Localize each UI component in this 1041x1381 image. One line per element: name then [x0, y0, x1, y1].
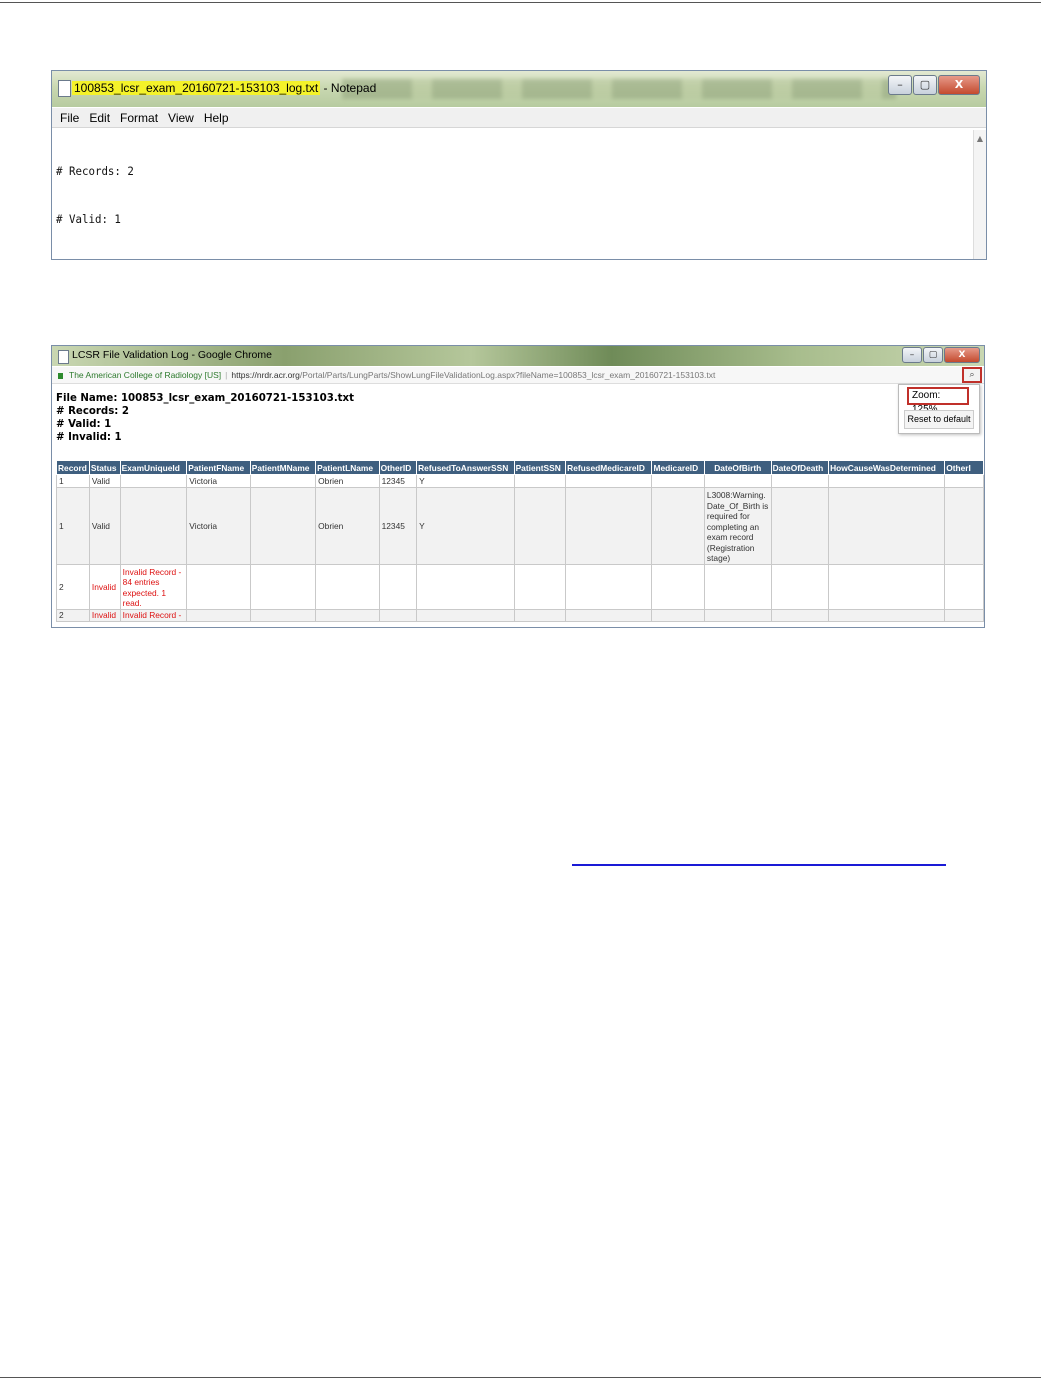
table-cell [187, 609, 250, 621]
column-header: Status [89, 461, 120, 475]
maximize-button[interactable]: ▢ [913, 75, 937, 95]
table-cell-status: Invalid [89, 609, 120, 621]
address-bar[interactable] [52, 367, 984, 384]
column-header: PatientLName [316, 461, 379, 475]
valid-count: # Valid: 1 [56, 419, 112, 430]
close-button[interactable]: X [938, 75, 980, 95]
table-header-row [57, 461, 984, 475]
table-cell [704, 609, 771, 621]
table-cell: 12345 [379, 475, 417, 488]
table-cell [566, 488, 652, 565]
table-row [57, 564, 984, 609]
table-cell: Y [417, 475, 514, 488]
chrome-title: LCSR File Validation Log - Google Chrome [72, 349, 272, 361]
table-cell: 2 [57, 609, 90, 621]
table-cell [771, 475, 829, 488]
table-cell [829, 564, 945, 609]
table-cell: Valid [89, 488, 120, 565]
notepad-text-area[interactable] [56, 130, 908, 259]
table-cell [771, 564, 829, 609]
table-cell [316, 609, 379, 621]
table-cell [704, 564, 771, 609]
column-header: PatientFName [187, 461, 250, 475]
url-host: https://nrdr.acr.org [231, 370, 300, 380]
table-row [57, 609, 984, 621]
menu-file[interactable]: File [60, 111, 80, 125]
hyperlink-underline[interactable] [572, 864, 946, 866]
column-header: Record [57, 461, 90, 475]
table-cell [771, 609, 829, 621]
minimize-button[interactable]: – [888, 75, 912, 95]
table-cell [652, 475, 704, 488]
table-cell [945, 488, 984, 565]
table-cell-error: Invalid Record - 84 entries expected. 1 read. [120, 564, 187, 609]
table-cell [250, 564, 315, 609]
menu-help[interactable]: Help [203, 111, 229, 125]
zoom-popup [898, 384, 980, 434]
table-cell [945, 475, 984, 488]
address-separator: | [225, 370, 228, 380]
column-header: OtherI [945, 461, 984, 475]
scroll-up-arrow-icon[interactable]: ▲ [976, 134, 984, 143]
page-icon [58, 350, 69, 364]
url-path: /Portal/Parts/LungParts/ShowLungFileValidationLog.aspx?fileName=100853_lcsr_exam_20160721-153103.txt [299, 370, 716, 380]
taskbar-blur [342, 79, 896, 99]
notepad-window-controls [888, 75, 980, 95]
table-cell: 12345 [379, 488, 417, 565]
table-cell [771, 488, 829, 565]
lock-icon [58, 373, 63, 379]
table-cell: Y [417, 488, 514, 565]
menu-view[interactable]: View [168, 111, 194, 125]
site-identity[interactable]: The American College of Radiology [US] [69, 370, 222, 380]
notepad-title [72, 81, 376, 95]
table-cell [829, 475, 945, 488]
menu-edit[interactable]: Edit [89, 111, 111, 125]
column-header: HowCauseWasDetermined [829, 461, 945, 475]
table-cell [514, 564, 566, 609]
column-header: RefusedMedicareID [566, 461, 652, 475]
table-cell [652, 609, 704, 621]
table-cell [945, 609, 984, 621]
text-line: # Records: 2 [56, 163, 134, 178]
notepad-titlebar[interactable] [52, 71, 986, 107]
table-cell-warning: L3008:Warning. Date_Of_Birth is required for completing an exam record (Registration stage) [704, 488, 771, 565]
chrome-window [51, 345, 985, 628]
table-cell: Obrien [316, 488, 379, 565]
column-header: OtherID [379, 461, 417, 475]
column-header: RefusedToAnswerSSN [417, 461, 514, 475]
table-cell [379, 609, 417, 621]
menu-format[interactable]: Format [120, 111, 159, 125]
column-header: PatientSSN [514, 461, 566, 475]
file-name-heading: File Name: 100853_lcsr_exam_20160721-153103.txt [56, 393, 354, 404]
table-cell [417, 609, 514, 621]
table-cell [187, 564, 250, 609]
table-cell [379, 564, 417, 609]
notepad-menubar [52, 108, 986, 128]
table-cell [417, 564, 514, 609]
table-cell [514, 488, 566, 565]
table-cell [945, 564, 984, 609]
table-cell [250, 609, 315, 621]
minimize-button[interactable]: – [902, 347, 922, 363]
table-cell [250, 475, 315, 488]
column-header: DateOfDeath [771, 461, 829, 475]
notepad-title-filename: 100853_lcsr_exam_20160721-153103_log.txt [74, 81, 319, 95]
zoom-level: Zoom: [907, 387, 969, 405]
table-cell [566, 475, 652, 488]
table-cell [566, 609, 652, 621]
chrome-window-controls [902, 347, 980, 363]
column-header: MedicareID [652, 461, 704, 475]
table-cell: 1 [57, 488, 90, 565]
table-cell [120, 488, 187, 565]
table-cell [829, 609, 945, 621]
text-line: # Valid: 1 [56, 212, 121, 227]
table-row [57, 488, 984, 565]
magnifier-icon[interactable]: ⌕ [962, 367, 982, 383]
table-cell: Valid [89, 475, 120, 488]
notepad-file-icon [58, 80, 71, 97]
table-cell: Victoria [187, 475, 250, 488]
vertical-scrollbar[interactable] [973, 130, 986, 259]
column-header: ExamUniqueId [120, 461, 187, 475]
notepad-window [51, 70, 987, 260]
table-cell [704, 475, 771, 488]
page-top-rule [0, 2, 1041, 3]
table-cell [652, 488, 704, 565]
validation-table [56, 460, 984, 622]
table-cell [120, 475, 187, 488]
column-header: PatientMName [250, 461, 315, 475]
page-bottom-rule [0, 1377, 1041, 1378]
validation-summary [56, 392, 354, 444]
invalid-count: # Invalid: 1 [56, 432, 122, 443]
table-cell: Obrien [316, 475, 379, 488]
table-cell [514, 475, 566, 488]
table-cell-error: Invalid Record - [120, 609, 187, 621]
table-cell [250, 488, 315, 565]
table-row [57, 475, 984, 488]
table-cell [316, 564, 379, 609]
table-cell-status: Invalid [89, 564, 120, 609]
table-cell [514, 609, 566, 621]
table-cell: Victoria [187, 488, 250, 565]
column-header: DateOfBirth [704, 461, 771, 475]
chrome-titlebar[interactable] [52, 346, 984, 366]
table-cell [566, 564, 652, 609]
notepad-title-suffix: - Notepad [320, 81, 377, 95]
reset-zoom-button[interactable]: Reset to default [904, 410, 974, 429]
maximize-button[interactable]: ▢ [923, 347, 943, 363]
close-button[interactable]: X [944, 347, 980, 363]
table-cell [652, 564, 704, 609]
records-count: # Records: 2 [56, 406, 129, 417]
table-cell [829, 488, 945, 565]
table-cell: 1 [57, 475, 90, 488]
table-cell: 2 [57, 564, 90, 609]
